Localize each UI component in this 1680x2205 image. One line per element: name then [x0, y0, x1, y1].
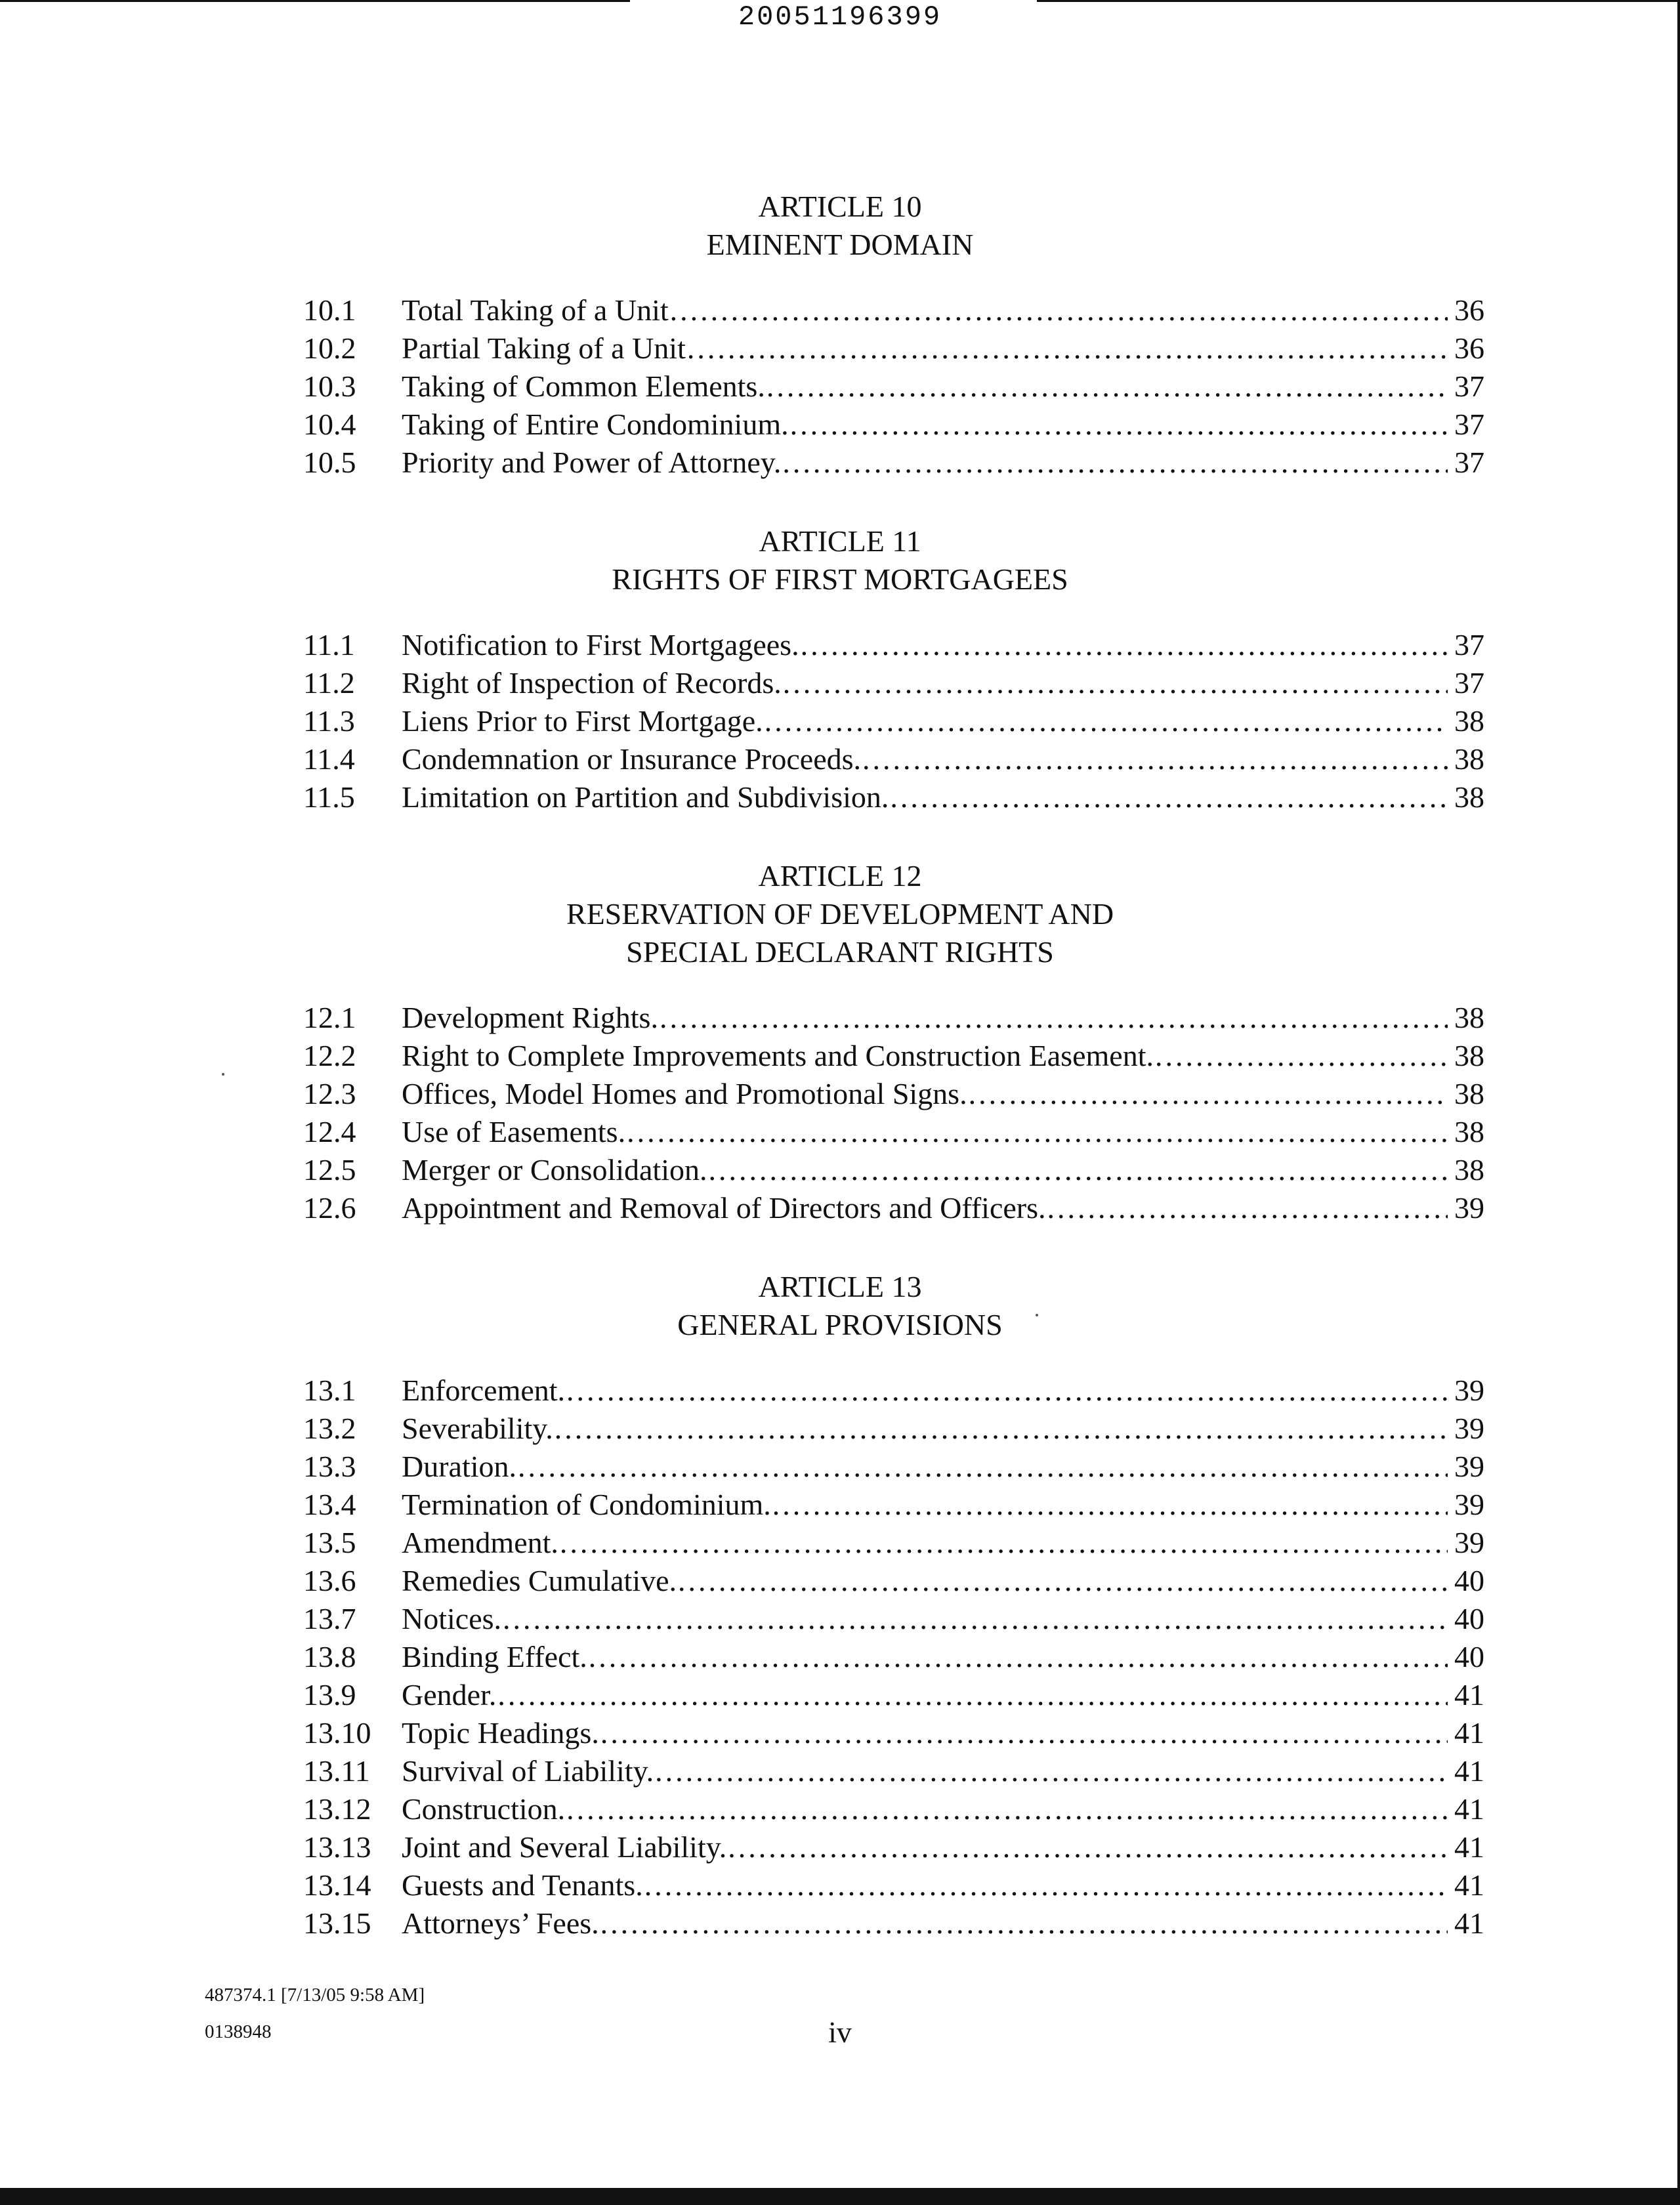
toc-entry [0, 1449, 1484, 1487]
toc-entry [0, 1411, 1484, 1449]
toc-entry-number: 11.4 [303, 742, 355, 776]
article-heading: ARTICLE 11 [759, 524, 921, 558]
toc-entry-page: 38 [1454, 1153, 1484, 1186]
article-title: RIGHTS OF FIRST MORTGAGEES [612, 562, 1068, 596]
toc-entry [0, 1677, 1484, 1715]
toc-entry-page: 37 [1454, 666, 1484, 700]
toc-entry-number: 13.4 [303, 1488, 356, 1521]
toc-entry [0, 1830, 1484, 1868]
toc-entry-title: Remedies Cumulative. [402, 1564, 677, 1597]
dot-leader [790, 407, 1448, 442]
toc-entry [0, 1487, 1484, 1525]
toc-entry-page: 38 [1454, 704, 1484, 738]
toc-entry-page: 36 [1454, 331, 1484, 365]
toc-entry-page: 38 [1454, 742, 1484, 776]
toc-entry-page: 41 [1454, 1906, 1484, 1940]
toc-entry [0, 1868, 1484, 1906]
dot-leader [1155, 1038, 1448, 1073]
toc-entry-number: 13.9 [303, 1678, 356, 1712]
toc-entry-number: 13.5 [303, 1526, 356, 1559]
document-number: 20051196399 [738, 1, 942, 33]
toc-entry-title: Topic Headings. [402, 1716, 599, 1750]
toc-entry-title: Use of Easements. [402, 1115, 626, 1148]
toc-entry-number: 10.3 [303, 369, 356, 403]
toc-entry-title: Total Taking of a Unit [402, 293, 669, 327]
dot-leader [969, 1076, 1448, 1111]
toc-entry-number: 13.10 [303, 1716, 371, 1750]
toc-entry-title: Condemnation or Insurance Proceeds. [402, 742, 862, 776]
dot-leader [644, 1868, 1448, 1902]
toc-entry-title: Development Rights. [402, 1001, 658, 1034]
toc-entry-number: 13.13 [303, 1830, 371, 1864]
dot-leader [560, 1525, 1448, 1560]
toc-entry [0, 665, 1484, 704]
article-heading: ARTICLE 12 [758, 859, 922, 892]
dot-leader [600, 1715, 1448, 1750]
toc-entry-page: 41 [1454, 1868, 1484, 1902]
scan-speck [222, 1073, 224, 1076]
toc-entry-number: 12.3 [303, 1077, 356, 1110]
toc-entry-title: Attorneys’ Fees. [402, 1906, 599, 1940]
toc-entry-title: Gender. [402, 1678, 497, 1712]
toc-entry-number: 13.1 [303, 1374, 356, 1407]
toc-entry-title: Joint and Several Liability. [402, 1830, 727, 1864]
toc-entry [0, 1114, 1484, 1152]
toc-entry-number: 12.6 [303, 1191, 356, 1225]
toc-entry-title: Merger or Consolidation. [402, 1153, 707, 1186]
footer-document-reference: 487374.1 [7/13/05 9:58 AM] [205, 1984, 425, 2006]
toc-list [0, 293, 1680, 483]
dot-leader [600, 1906, 1448, 1941]
toc-entry-number: 11.3 [303, 704, 355, 738]
toc-entry-page: 38 [1454, 1077, 1484, 1110]
toc-entry [0, 1754, 1484, 1792]
article-heading: ARTICLE 10 [758, 190, 922, 223]
toc-entry [0, 1000, 1484, 1038]
toc-entry-title: Offices, Model Homes and Promotional Signs. [402, 1077, 967, 1110]
toc-entry-title: Partial Taking of a Unit [402, 331, 686, 365]
toc-entry-title: Notification to First Mortgagees. [402, 628, 799, 662]
toc-entry [0, 627, 1484, 665]
toc-entry-number: 13.12 [303, 1792, 371, 1826]
toc-entry-title: Construction. [402, 1792, 566, 1826]
toc-entry-number: 13.15 [303, 1906, 371, 1940]
dot-leader [766, 369, 1448, 404]
dot-leader [728, 1830, 1448, 1864]
article-10-section [0, 188, 1680, 483]
toc-entry-number: 11.1 [303, 628, 355, 662]
toc-entry-title: Severability. [402, 1412, 553, 1445]
toc-entry-title: Binding Effect. [402, 1640, 587, 1673]
page-number: iv [828, 2015, 852, 2049]
toc-entry-page: 41 [1454, 1830, 1484, 1864]
dot-leader [783, 665, 1448, 700]
toc-entry-number: 13.3 [303, 1450, 356, 1483]
toc-entry-number: 11.2 [303, 666, 355, 700]
scan-border-bottom [0, 2188, 1680, 2205]
toc-entry-page: 41 [1454, 1678, 1484, 1712]
toc-entry [0, 1792, 1484, 1830]
toc-entry [0, 742, 1484, 780]
dot-leader [687, 331, 1448, 366]
toc-list [0, 627, 1680, 818]
dot-leader [566, 1373, 1448, 1408]
dot-leader [765, 704, 1448, 738]
toc-entry-page: 39 [1454, 1488, 1484, 1521]
toc-entry [0, 780, 1484, 818]
toc-entry [0, 1601, 1484, 1639]
scan-speck [1036, 1314, 1038, 1316]
toc-entry-title: Appointment and Removal of Directors and Officers. [402, 1191, 1046, 1225]
dot-leader [772, 1487, 1448, 1522]
toc-entry-title: Liens Prior to First Mortgage. [402, 704, 763, 738]
toc-entry-page: 38 [1454, 780, 1484, 814]
toc-entry-page: 41 [1454, 1754, 1484, 1788]
article-12-section [0, 857, 1680, 1228]
dot-leader [678, 1563, 1448, 1598]
toc-entry-page: 39 [1454, 1374, 1484, 1407]
toc-entry-number: 13.6 [303, 1564, 356, 1597]
toc-entry-number: 12.1 [303, 1001, 356, 1034]
toc-entry-number: 13.7 [303, 1602, 356, 1635]
toc-entry-page: 40 [1454, 1602, 1484, 1635]
article-13-section [0, 1268, 1680, 1944]
toc-entry-number: 13.8 [303, 1640, 356, 1673]
toc-entry [0, 704, 1484, 742]
toc-entry-number: 13.11 [303, 1754, 370, 1788]
toc-entry-number: 13.2 [303, 1412, 356, 1445]
toc-entry [0, 407, 1484, 445]
dot-leader [503, 1601, 1448, 1636]
toc-entry-page: 37 [1454, 408, 1484, 441]
toc-entry-title: Priority and Power of Attorney. [402, 446, 782, 479]
toc-entry [0, 1076, 1484, 1114]
dot-leader [862, 742, 1448, 776]
toc-entry-page: 39 [1454, 1526, 1484, 1559]
dot-leader [566, 1792, 1448, 1826]
footer-client-code: 0138948 [205, 2021, 272, 2042]
toc-entry-page: 40 [1454, 1564, 1484, 1597]
dot-leader [627, 1114, 1448, 1149]
toc-entry [0, 1525, 1484, 1563]
toc-entry-title: Duration. [402, 1450, 517, 1483]
article-title: RESERVATION OF DEVELOPMENT AND [566, 897, 1114, 931]
dot-leader [660, 1000, 1448, 1035]
toc-entry-page: 39 [1454, 1412, 1484, 1445]
dot-leader [589, 1639, 1448, 1674]
dot-leader [708, 1152, 1448, 1187]
toc-entry-title: Survival of Liability. [402, 1754, 654, 1788]
toc-entry [0, 1373, 1484, 1411]
toc-entry-page: 41 [1454, 1716, 1484, 1750]
dot-leader [782, 445, 1448, 480]
toc-entry-title: Notices. [402, 1602, 502, 1635]
toc-entry [0, 293, 1484, 331]
toc-entry-page: 36 [1454, 293, 1484, 327]
toc-entry-title: Right to Complete Improvements and Construction Easement. [402, 1039, 1154, 1072]
toc-entry [0, 1152, 1484, 1190]
toc-entry-title: Limitation on Partition and Subdivision. [402, 780, 889, 814]
toc-entry-number: 10.5 [303, 446, 356, 479]
toc-entry [0, 445, 1484, 483]
toc-entry-title: Right of Inspection of Records. [402, 666, 782, 700]
toc-list [0, 1373, 1680, 1944]
toc-entry-page: 39 [1454, 1450, 1484, 1483]
dot-leader [518, 1449, 1448, 1484]
article-title-line-2: SPECIAL DECLARANT RIGHTS [626, 935, 1054, 969]
toc-entry [0, 1906, 1484, 1944]
toc-entry-page: 38 [1454, 1039, 1484, 1072]
toc-entry-number: 10.4 [303, 408, 356, 441]
toc-entry-title: Taking of Common Elements. [402, 369, 765, 403]
toc-entry [0, 1038, 1484, 1076]
toc-list [0, 1000, 1680, 1228]
toc-entry-page: 40 [1454, 1640, 1484, 1673]
article-title: GENERAL PROVISIONS [677, 1308, 1003, 1341]
toc-entry-page: 38 [1454, 1001, 1484, 1034]
dot-leader [555, 1411, 1448, 1446]
toc-entry-page: 37 [1454, 369, 1484, 403]
toc-entry-page: 37 [1454, 628, 1484, 662]
dot-leader [670, 293, 1448, 327]
toc-entry-number: 12.5 [303, 1153, 356, 1186]
toc-entry-page: 38 [1454, 1115, 1484, 1148]
dot-leader [497, 1677, 1448, 1712]
dot-leader [801, 627, 1448, 662]
toc-entry-number: 12.2 [303, 1039, 356, 1072]
toc-entry-title: Enforcement. [402, 1374, 566, 1407]
toc-entry [0, 1639, 1484, 1677]
toc-entry-title: Amendment. [402, 1526, 558, 1559]
article-heading: ARTICLE 13 [758, 1270, 922, 1303]
dot-leader [890, 780, 1448, 814]
toc-entry [0, 1563, 1484, 1601]
toc-entry [0, 1715, 1484, 1754]
toc-entry-number: 13.14 [303, 1868, 371, 1902]
toc-entry-page: 37 [1454, 446, 1484, 479]
toc-entry-number: 11.5 [303, 780, 355, 814]
toc-entry-number: 12.4 [303, 1115, 356, 1148]
toc-entry-page: 39 [1454, 1191, 1484, 1225]
toc-entry-number: 10.2 [303, 331, 356, 365]
toc-entry-title: Termination of Condominium. [402, 1488, 771, 1521]
toc-entry [0, 369, 1484, 407]
toc-entry-number: 10.1 [303, 293, 356, 327]
toc-entry-page: 41 [1454, 1792, 1484, 1826]
toc-entry-title: Guests and Tenants. [402, 1868, 643, 1902]
toc-entry [0, 1190, 1484, 1228]
article-11-section [0, 522, 1680, 818]
article-title: EMINENT DOMAIN [706, 228, 974, 261]
toc-entry [0, 331, 1484, 369]
dot-leader [655, 1754, 1448, 1788]
toc-entry-title: Taking of Entire Condominium. [402, 408, 789, 441]
dot-leader [1047, 1190, 1448, 1225]
